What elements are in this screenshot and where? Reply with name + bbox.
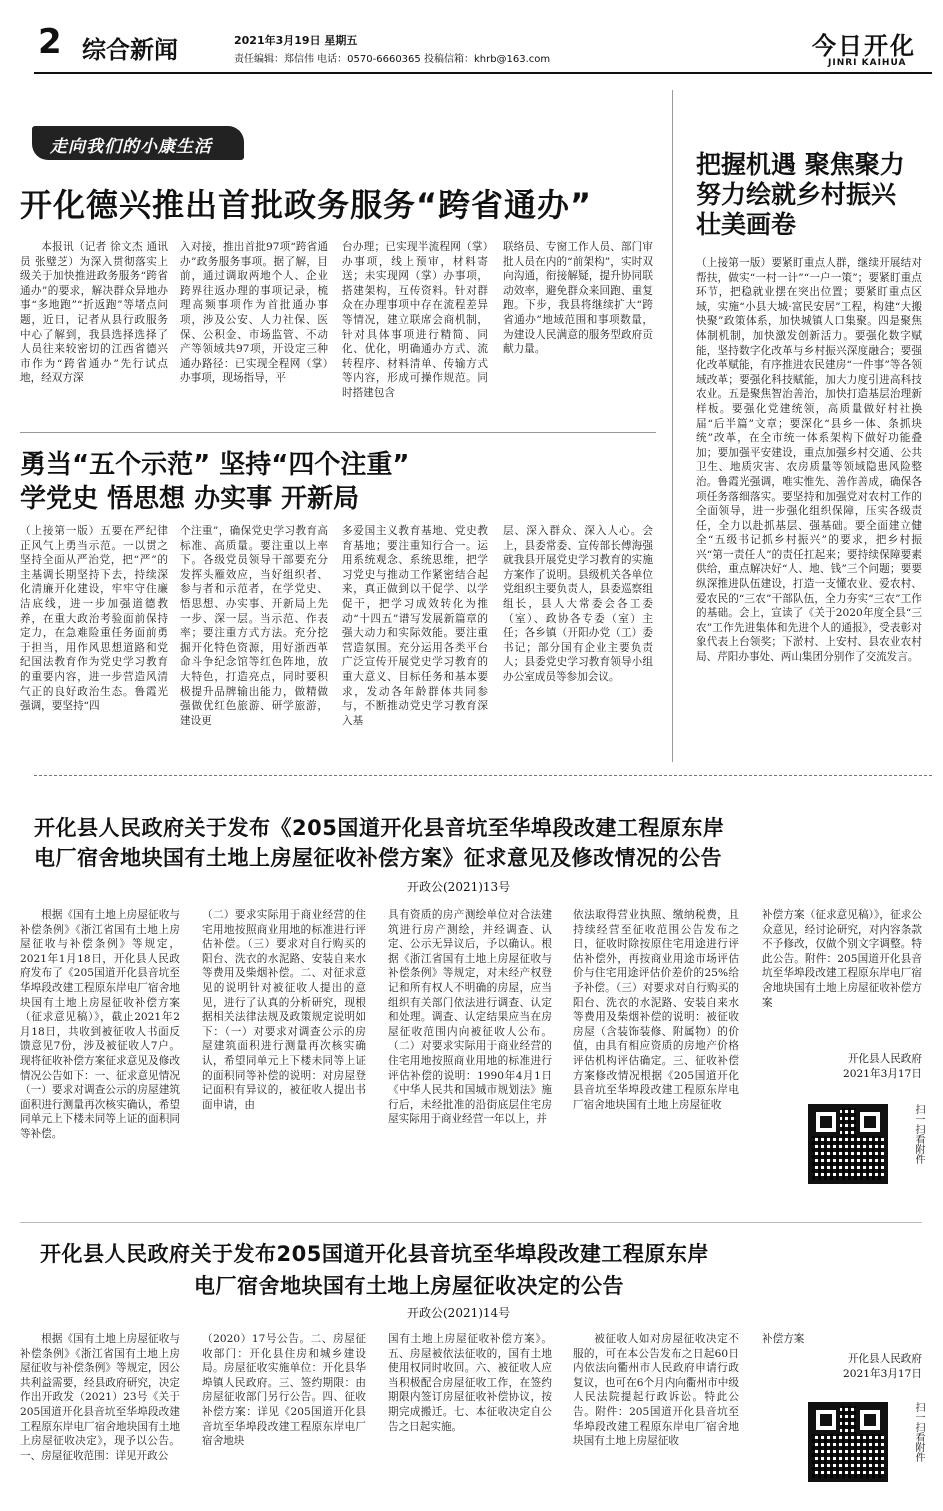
newspaper-logo: 今日开化 xyxy=(812,31,916,60)
article3-headline-line1: 把握机遇 聚焦聚力 xyxy=(696,150,905,179)
notice1-code: 开政公(2021)13号 xyxy=(407,880,511,894)
editor-line: 责任编辑：郑信伟 电话：0570-6660365 投稿信箱：khrb@163.com xyxy=(234,54,551,65)
notice2-code: 开政公(2021)14号 xyxy=(407,1306,511,1320)
article2-headline xyxy=(20,448,409,516)
masthead xyxy=(0,0,943,70)
article2-headline-line2: 学党史 悟思想 办实事 开新局 xyxy=(20,484,360,514)
article3-headline-line2: 努力绘就乡村振兴 xyxy=(696,180,897,209)
notice1-title-line2: 电厂宿舍地块国有土地上房屋征收补偿方案》征求意见及修改情况的公告 xyxy=(34,846,722,870)
article1-col2: 入对接，推出首批97项“跨省通办”政务服务事项。据了解，目前，通过调取两地个人、企业跨界往返办理的事项记录，梳理高频事项作为首批通办事项，涉及公安、人力社保、医保、公积金、市场监管、不动产等领域共97项，开设定三种通办路径：已实现全程网（掌）办事项，现场指导，平 xyxy=(180,241,328,385)
notice2-date: 2021年3月17日 xyxy=(843,1368,922,1380)
notice2-col3: 国有土地上房屋征收补偿方案》。五、房屋被依法征收的，国有土地使用权同时收回。六、被征收人应当积极配合房屋征收工作，在签约期限内签订房屋征收补偿协议，按期完成搬迁。七、本征收决定自公告之日起实施。 xyxy=(388,1333,552,1433)
article2-col2: 个注重”，确保党史学习教育高标准、高质量。要注重以上率下。各级党员领导干部要充分发挥头雁效应，当好组织者、参与者和示范者，在学党史、悟思想、办实事、开新局上先一步、深一层。当示范、作表率；要注重方式方法。充分挖掘开化特色资源，用好浙西革命斗争纪念馆等红色阵地，放大特色，打造亮点，同时要积极提升品牌输出能力，做精做强做优红色旅游、研学旅游，建设更 xyxy=(180,525,328,727)
article1-col3: 台办理；已实现半流程网（掌）办事项，线上预审，材料寄送；未实现网（掌）办事项，搭建架构，互传资料。针对群众在办理事项中存在流程差异等情况，建立联席会商机制，针对具体事项进行精简、同化、优化，明确通办方式、流转程序、材料清单、传输方式等内容，形成可操作规范。同时搭建包含 xyxy=(342,241,488,399)
section-separator xyxy=(34,775,932,776)
article3-body: （上接第一版）要紧盯重点人群，继续开展结对帮扶，做实“一村一计”“一户一策”；要紧盯重点环节，把稳就业摆在突出位置；要紧盯重点区域，实施“小县大城·富民安居”工程，构建“大搬快聚”政策体系，加快城镇人口集聚。四是聚焦体制机制，加快激发创新活力。要强化数字赋能，坚持数字化改革与乡村振兴深度融合；要强化改革赋能，有序推进农民建房“一件事”等各领域改革；要强化科技赋能，加大力度引进高科技农业。五是聚焦智治善治，加快打造基层治理新样板。要强化党建统领，高质量做好村社换届“后半篇”文章；要深化“县乡一体、条抓块统”改革，在全市统一体系架构下做好功能叠加；要加强平安建设，重点加强乡村交通、公共卫生、地质灾害、农房质量等领域隐患风险整治。鲁霞光强调，唯实惟先、善作善成，确保各项任务落细落实。要坚持和加强党对农村工作的全面领导，进一步强化组织保障，压实各级责任，全力以赴抓基层、强基础。要全面建立健全“五级书记抓乡村振兴”的要求，把乡村振兴“第一责任人”的责任扛起来；要持续保障要素供给，重点解决好“人、地、钱”三个问题；要要纵深推进队伍建设，打造一支懂农业、爱农村、爱农民的“三农”干部队伍，全力夯实“三农”工作的基础。会上，宣读了《关于2020年度全县“三农”工作先进集体和先进个人的通报》，受表彰对象代表上台领奖；下淤村、上安村、县农业农村局、芹阳办事处、两山集团分别作了交流发言。 xyxy=(696,257,922,664)
qr-code-icon[interactable] xyxy=(808,1402,888,1482)
notice-divider xyxy=(20,1222,922,1223)
notice1-title-line1: 开化县人民政府关于发布《205国道开化县音坑至华埠段改建工程原东岸 xyxy=(34,816,725,840)
article2-col3: 多爱国主义教育基地、党史教育基地；要注重知行合一。运用系统观念、系统思维，把学习党史与推动工作紧密结合起来，真正做到以干促学、以学促干，把学习成效转化为推动“十四五”谱写发展新篇章的强大动力和实际效能。要注重营造氛围。充分运用各类平台广泛宣传开展党史学习教育的重大意义、目标任务和基本要求，发动各年龄群体共同参与，不断推动党史学习教育深入基 xyxy=(342,525,488,727)
article2-col4: 层、深入群众、深入人心。会上，县委常委、宣传部长傅海强就我县开展党史学习教育的实施方案作了说明。县级机关各单位党组织主要负责人，县委巡察组组长，县人大常委会各工委（室）、政协各专委（室）主任；各乡镇（开阳办党（工）委书记；部分国有企业主要负责人；县委党史学习教育领导小组办公室成员等参加会议。 xyxy=(503,525,653,683)
column-badge-text: 走向我们的小康生活 xyxy=(50,137,212,157)
section-title: 综合新闻 xyxy=(82,36,178,64)
notice1-signatory: 开化县人民政府 xyxy=(847,1053,922,1065)
page-number: 2 xyxy=(38,22,62,62)
notice1-signature xyxy=(762,1052,922,1082)
article1-headline: 开化德兴推出首批政务服务“跨省通办” xyxy=(20,186,593,224)
notice2-signatory: 开化县人民政府 xyxy=(847,1353,922,1365)
article2-headline-line1: 勇当“五个示范” 坚持“四个注重” xyxy=(20,450,410,480)
notice1-col1: 根据《国有土地上房屋征收与补偿条例》《浙江省国有土地上房屋征收与补偿条例》等规定，2021年1月18日，开化县人民政府发布了《205国道开化县音坑至华埠段改建工程原东岸电厂宿舍地块国有土地上房屋征收补偿方案（征求意见稿）》，截止2021年2月18日，共收到被征收人书面反馈意见7份，涉及被征收人7户。现将征收补偿方案征求意见及修改情况公告如下：一、征求意见情况（一）要求对调查公示的房屋建筑面积进行测量再次核实确认，希望同单元上下楼未同等上证的面积同等补偿。 xyxy=(20,909,180,1140)
notice2-title-line2: 电厂宿舍地块国有土地上房屋征收决定的公告 xyxy=(194,1274,624,1298)
article1-col4: 联络员、专窗工作人员、部门审批人员在内的“前架构”，实时双向沟通，衔接解疑，提升协同联动效率，避免群众来回跑、重复跑。下步，我县将继续扩大“跨省通办”地域范围和事项数量，为建设人民满意的服务型政府贡献力量。 xyxy=(503,241,653,356)
header-rule xyxy=(34,72,932,74)
article3-headline xyxy=(696,150,905,240)
newspaper-logo-en: JINRI KAIHUA xyxy=(828,58,907,68)
notice2-title-line1: 开化县人民政府关于发布205国道开化县音坑至华埠段改建工程原东岸 xyxy=(40,1242,709,1266)
notice1-col4: 依法取得营业执照、缴纳税费，且持续经营至征收范围公告发布之日，征收时除按原住宅用途进行评估补偿外，再按商业用途市场评估价与住宅用途评估价差价的25%给予补偿。（三）对要求对自行购买的阳台、洗衣的水泥路、安装自来水等费用及柴烟补偿的说明：被征收房屋（含装饰装修、附属物）的价值，由具有相应资质的房地产价格评估机构评估确定。三、征收补偿方案修改情况根据《205国道开化县音坑至华埠段改建工程原东岸电厂宿舍地块国有土地上房屋征收 xyxy=(573,909,739,1111)
notice1-date: 2021年3月17日 xyxy=(843,1068,922,1080)
article1-col1: 本报讯（记者 徐文杰 通讯员 张璧芝）为深入贯彻落实上级关于加快推进政务服务“跨省通办”的要求，解决群众异地办事“多地跑”“折返跑”等堵点问题，近日，记者从县行政服务中心了解到，我县选择选择了人员往来较密切的江西省德兴市作为“跨省通办”先行试点地，经双方深 xyxy=(20,241,168,385)
notice1-col3: 具有资质的房产测绘单位对合法建筑进行房产测绘，并经调查、认定、公示无异议后，予以确认。根据《浙江省国有土地上房屋征收与补偿条例》等规定，对未经产权登记和所有权人不明确的房屋，应当组织有关部门依法进行调查、认定和处理。调查、认定结果应当在房屋征收范围内向被征收人公布。（二）对要求实际用于商业经营的住宅用地按照商业用地的标准进行评估补偿的说明：1990年4月1日《中华人民共和国城市规划法》施行后，未经批准的沿街底层住宅房屋实际用于商业经营一年以上，并 xyxy=(388,909,552,1126)
article2-col1: （上接第一版）五要在严纪律正风气上勇当示范。一以贯之坚持全面从严治党，把“严”的主基调长期坚持下去，持续深化清廉开化建设，牢牢守住廉洁底线，进一步加强道德教养，在重大政治考验面前保持定力，在急难险重任务面前勇于担当，用作风思想道路和党纪国法教育作为党史学习教育的重要内容，进一步营造风清气正的良好政治生态。鲁霞光强调，要坚持“四 xyxy=(20,525,168,713)
notice1-col2: （二）要求实际用于商业经营的住宅用地按照商业用地的标准进行评估补偿。（三）要求对自行购买的阳台、洗衣的水泥路、安装自来水等费用及柴烟补偿。二、对征求意见的说明针对被征收人提出的意见，进行了认真的分析研究，现根据相关法律法规及政策规定说明如下：（一）对要求对调查公示的房屋建筑面积进行测量再次核实确认，希望同单元上下楼未同等上证的面积同等补偿的说明：对房屋登记面积有异议的，被征收人提出书面申请，由 xyxy=(202,909,366,1111)
article3-headline-line3: 壮美画卷 xyxy=(696,210,797,239)
notice2-col1: 根据《国有土地上房屋征收与补偿条例》《浙江省国有土地上房屋征收与补偿条例》等规定，因公共利益需要，经县政府研究，决定作出开政发（2021）23号《关于205国道开化县音坑至华埠段改建工程原东岸电厂宿舍地块国有土地上房屋征收决定》，现予以公告。一、房屋征收范围：详见开政公 xyxy=(20,1333,180,1462)
notice2-signature xyxy=(762,1352,922,1382)
article-divider xyxy=(20,432,656,433)
column-divider xyxy=(672,90,673,762)
qr-label: 扫一扫看附件 xyxy=(913,1402,924,1462)
notice1-col5: 补偿方案（征求意见稿）》，征求公众意见，经讨论研究，对内容条款不予修改，仅做个别文字调整。特此公告。附件：205国道开化县音坑至华埠段改建工程原东岸电厂宿舍地块国有土地上房屋征收补偿方案 xyxy=(762,909,922,1009)
notice2-col2: （2020）17号公告。二、房屋征收部门：开化县住房和城乡建设局。房屋征收实施单位：开化县华埠镇人民政府。三、签约期限：由房屋征收部门另行公告。四、征收补偿方案：详见《205国道开化县音坑至华埠段改建工程原东岸电厂宿舍地块 xyxy=(202,1333,366,1448)
date-line: 2021年3月19日 星期五 xyxy=(234,34,358,47)
notice2-col4: 被征收人如对房屋征收决定不服的，可在本公告发布之日起60日内依法向衢州市人民政府申请行政复议，也可在6个月内向衢州市中级人民法院提起行政诉讼。特此公告。附件：205国道开化县音坑至华埠段改建工程原东岸电厂宿舍地块国有土地上房屋征收 xyxy=(573,1333,739,1448)
notice2-col5: 补偿方案 xyxy=(762,1333,805,1345)
qr-label: 扫一扫看附件 xyxy=(913,1104,924,1164)
qr-code-icon[interactable] xyxy=(808,1104,888,1184)
column-badge xyxy=(32,126,244,160)
